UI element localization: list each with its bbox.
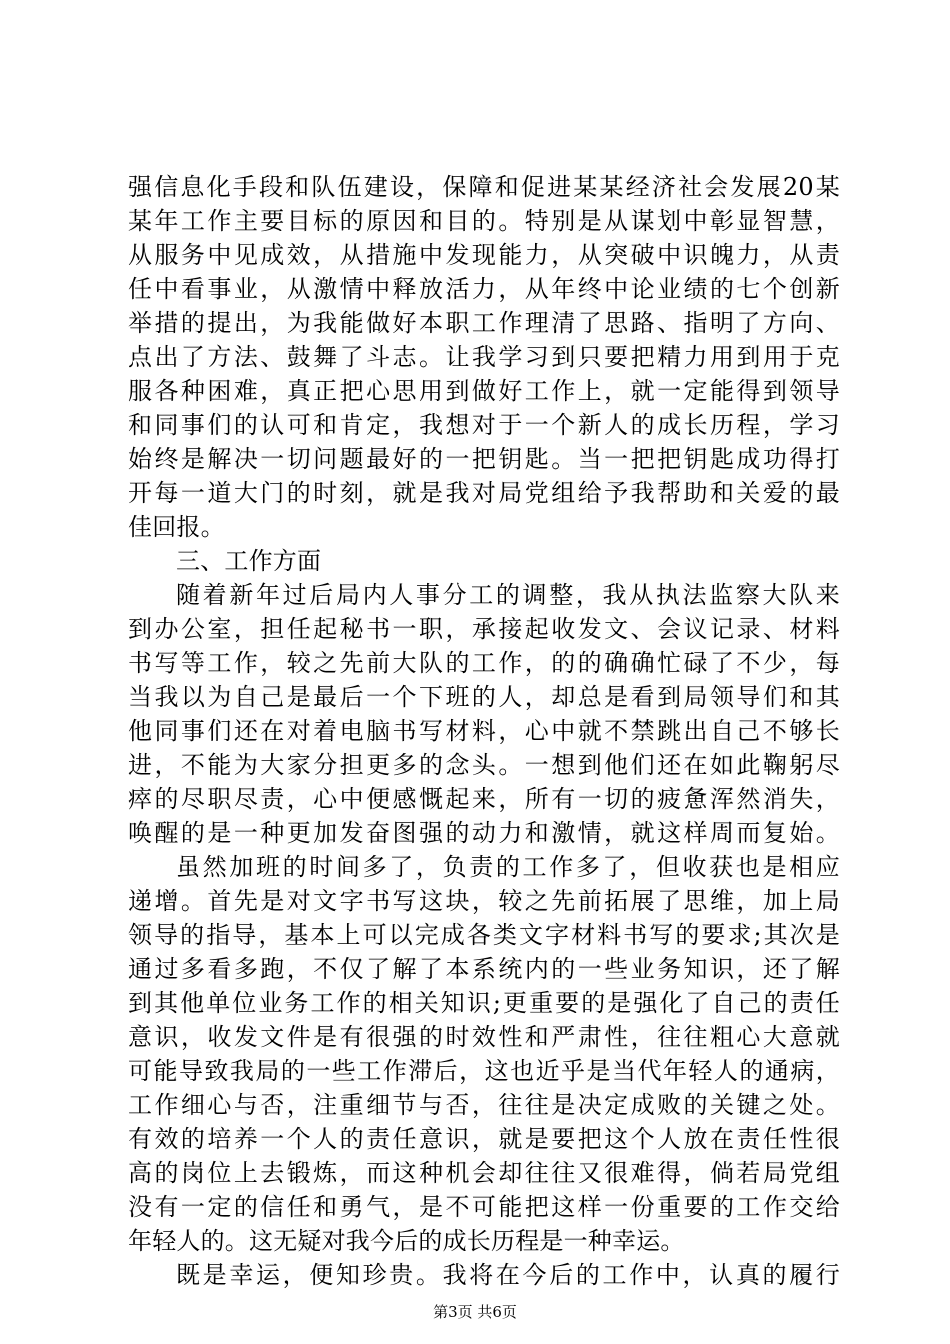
text-line: 当我以为自己是最后一个下班的人，却总是看到局领导们和其 [128,683,840,711]
text-line: 始终是解决一切问题最好的一把钥匙。当一把把钥匙成功得打 [128,445,840,473]
text-line: 到其他单位业务工作的相关知识;更重要的是强化了自己的责任 [128,989,840,1017]
text-line: 可能导致我局的一些工作滞后，这也近乎是当代年轻人的通病， [128,1057,840,1085]
text-line: 他同事们还在对着电脑书写材料，心中就不禁跳出自己不够长 [128,717,840,745]
text-line: 点出了方法、鼓舞了斗志。让我学习到只要把精力用到用于克 [128,343,840,371]
text-line: 瘁的尽职尽责，心中便感慨起来，所有一切的疲惫浑然消失， [128,785,840,813]
text-line: 既是幸运，便知珍贵。我将在今后的工作中，认真的履行 [176,1261,840,1289]
text-line: 强信息化手段和队伍建设，保障和促进某某经济社会发展20某 [128,173,840,201]
text-line: 服各种困难，真正把心思用到做好工作上，就一定能得到领导 [128,377,840,405]
body-text [128,170,840,1292]
text-line: 高的岗位上去锻炼，而这种机会却往往又很难得，倘若局党组 [128,1159,840,1187]
text-line: 意识，收发文件是有很强的时效性和严肃性，往往粗心大意就 [128,1023,840,1051]
text-line: 和同事们的认可和肯定，我想对于一个新人的成长历程，学习 [128,411,840,439]
text-line: 到办公室，担任起秘书一职，承接起收发文、会议记录、材料 [128,615,840,643]
text-line: 从服务中见成效，从措施中发现能力，从突破中识魄力，从责 [128,241,840,269]
text-line: 唤醒的是一种更加发奋图强的动力和激情，就这样周而复始。 [128,819,840,847]
text-line: 三、工作方面 [176,547,322,575]
text-line: 某年工作主要目标的原因和目的。特别是从谋划中彰显智慧， [128,207,840,235]
page-footer: 第3页 共6页 [433,1303,517,1321]
text-line: 佳回报。 [128,513,225,541]
text-line: 进，不能为大家分担更多的念头。一想到他们还在如此鞠躬尽 [128,751,840,779]
text-line: 年轻人的。这无疑对我今后的成长历程是一种幸运。 [128,1227,685,1255]
text-line: 随着新年过后局内人事分工的调整，我从执法监察大队来 [176,581,840,609]
text-line: 虽然加班的时间多了，负责的工作多了，但收获也是相应 [176,853,840,881]
text-line: 领导的指导，基本上可以完成各类文字材料书写的要求;其次是 [128,921,840,949]
text-line: 递增。首先是对文字书写这块，较之先前拓展了思维，加上局 [128,887,840,915]
text-line: 举措的提出，为我能做好本职工作理清了思路、指明了方向、 [128,309,840,337]
text-line: 任中看事业，从激情中释放活力，从年终中论业绩的七个创新 [128,275,840,303]
text-line: 开每一道大门的时刻，就是我对局党组给予我帮助和关爱的最 [128,479,840,507]
text-line: 书写等工作，较之先前大队的工作，的的确确忙碌了不少，每 [128,649,840,677]
text-line: 通过多看多跑，不仅了解了本系统内的一些业务知识，还了解 [128,955,840,983]
text-line: 工作细心与否，注重细节与否，往往是决定成败的关键之处。 [128,1091,840,1119]
text-line: 没有一定的信任和勇气，是不可能把这样一份重要的工作交给 [128,1193,840,1221]
text-line: 有效的培养一个人的责任意识，就是要把这个人放在责任性很 [128,1125,840,1153]
